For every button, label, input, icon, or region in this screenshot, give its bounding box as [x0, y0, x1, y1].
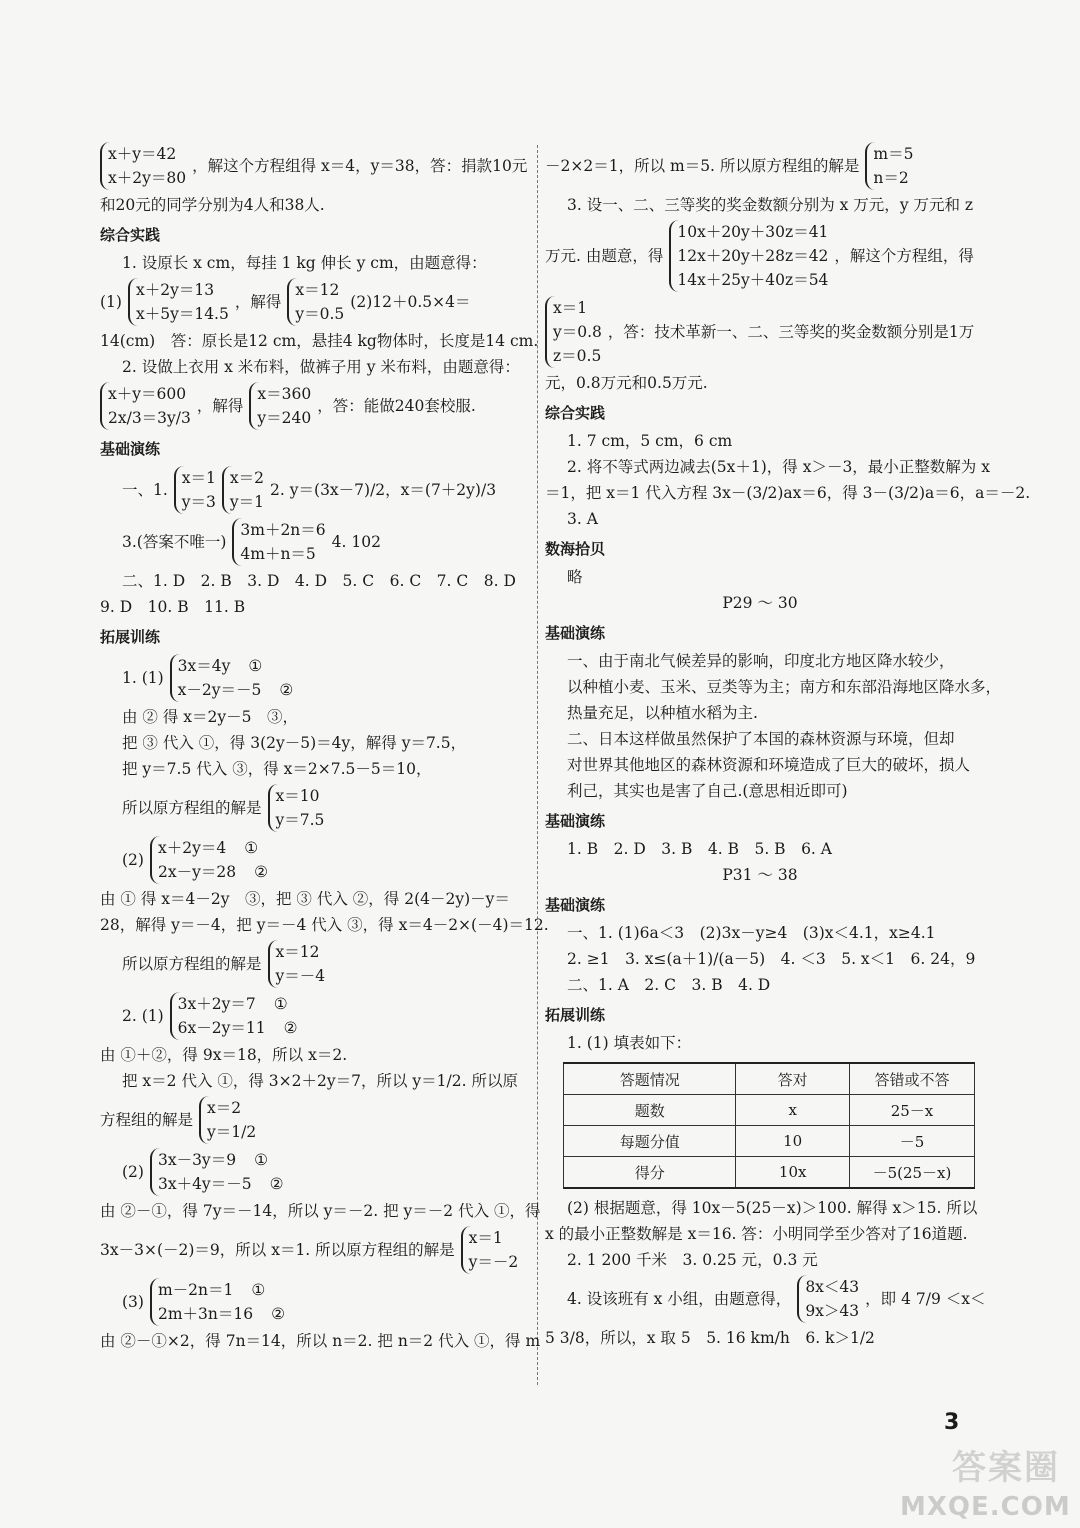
text-line: 由 ① 得 x＝4－2y ③，把 ③ 代入 ②，得 2(4－2y)－y＝	[100, 890, 510, 908]
equation-system: m－2n＝1 ① 2m＋3n＝16 ②	[150, 1278, 285, 1326]
solution-system: x＝1 y＝3	[174, 466, 216, 514]
equation-line: x＋y＝42 x＋2y＝80 ，解这个方程组得 x＝4，y＝38，答：捐款10元	[100, 140, 530, 192]
equation-system: 3m＋2n＝6 4m＋n＝5	[232, 518, 325, 566]
table-cell: 每题分值	[564, 1126, 736, 1157]
text-line: 由 ② 得 x＝2y－5 ③，	[122, 708, 299, 726]
solution-system: m＝5 n＝2	[865, 142, 913, 190]
equation-line: 4. 设该班有 x 小组，由题意得， 8x＜43 9x＞43 ，即 4 7/9 ＜x＜	[545, 1273, 975, 1325]
table-cell: x	[736, 1095, 850, 1126]
text-line: 利己，其实也是害了自己.(意思相近即可)	[567, 782, 848, 800]
text-line: 把 ③ 代入 ①，得 3(2y－5)＝4y，解得 y＝7.5，	[122, 734, 467, 752]
text-line: 由 ②－①，得 7y＝－14，所以 y＝－2. 把 y＝－2 代入 ①，得	[100, 1202, 541, 1220]
section-heading: 拓展训练	[545, 1006, 606, 1024]
right-column	[545, 140, 1031, 1351]
equation-line: －2×2＝1，所以 m＝5. 所以原方程组的解是 m＝5 n＝2	[545, 140, 975, 192]
equation-system: 10x＋20y＋30z＝41 12x＋20y＋28z＝42 14x＋25y＋40z＝54	[669, 220, 828, 292]
answer-line: 二、1. D 2. B 3. D 4. D 5. C 6. C 7. C 8. D	[122, 572, 516, 590]
text-line: 3. 设一、二、三等奖的奖金数额分别为 x 万元，y 万元和 z	[567, 196, 974, 214]
equation-line: 所以原方程组的解是 x＝12 y＝－4	[100, 938, 530, 990]
text-line: 一、由于南北气候差异的影响，印度北方地区降水较少，	[567, 652, 955, 670]
text-line: 1. (1) 填表如下：	[567, 1034, 692, 1052]
table-header-cell: 答错或不答	[849, 1063, 974, 1095]
text-line: 2. 1 200 千米 3. 0.25 元，0.3 元	[567, 1251, 818, 1269]
equation-line: 3x－3×(－2)＝9，所以 x＝1. 所以原方程组的解是 x＝1 y＝－2	[100, 1224, 530, 1276]
inequality-system: 8x＜43 9x＞43	[797, 1275, 859, 1323]
equation-line: (2) x＋2y＝4 ① 2x－y＝28 ②	[100, 834, 530, 886]
answer-line: 1. B 2. D 3. B 4. B 5. B 6. A	[567, 840, 832, 858]
page-number: 3	[944, 1410, 960, 1435]
left-column	[100, 140, 549, 1354]
equation-line: (2) 3x－3y＝9 ① 3x＋4y＝－5 ②	[100, 1146, 530, 1198]
text-line: 由 ①＋②，得 9x＝18，所以 x＝2.	[100, 1046, 348, 1064]
table-cell: 得分	[564, 1157, 736, 1189]
equation-line: (1) x＋2y＝13 x＋5y＝14.5 ，解得 x＝12 y＝0.5 (2)12＋0.5×4＝	[100, 276, 530, 328]
equation-line: 万元. 由题意，得 10x＋20y＋30z＝41 12x＋20y＋28z＝42 14x＋25y＋40z＝54 ，解这个方程组，得	[545, 218, 975, 294]
section-heading: 基础演练	[545, 812, 606, 830]
solution-system: x＝2 y＝1/2	[199, 1096, 256, 1144]
equation-line: x＝1 y＝0.8 z＝0.5 ，答：技术革新一、二、三等奖的奖金数额分别是1万	[545, 294, 975, 370]
section-heading: 数海拾贝	[545, 540, 606, 558]
table-cell: 10x	[736, 1157, 850, 1189]
equation-system: 3x－3y＝9 ① 3x＋4y＝－5 ②	[150, 1148, 284, 1196]
text-line: 28，解得 y＝－4，把 y＝－4 代入 ③，得 x＝4－2×(－4)＝12.	[100, 916, 549, 934]
equation-system: x＋y＝600 2x/3＝3y/3	[100, 382, 191, 430]
section-heading: 基础演练	[545, 624, 606, 642]
text-line: 把 y＝7.5 代入 ③，得 x＝2×7.5－5＝10，	[122, 760, 432, 778]
equation-system: x＋y＝42 x＋2y＝80	[100, 142, 186, 190]
table-header-row	[564, 1063, 975, 1095]
text-line: 14(cm) 答：原长是12 cm，悬挂4 kg物体时，长度是14 cm.	[100, 332, 539, 350]
text-line: 二、日本这样做虽然保护了本国的森林资源与环境，但却	[567, 730, 955, 748]
text-line: 略	[567, 568, 583, 586]
answer-line: 二、1. A 2. C 3. B 4. D	[567, 976, 771, 994]
column-divider	[537, 145, 538, 1385]
watermark: MXQE.COM	[900, 1492, 1071, 1522]
section-heading: 综合实践	[545, 404, 606, 422]
solution-system: x＝2 y＝1	[222, 466, 264, 514]
equation-line: 方程组的解是 x＝2 y＝1/2	[100, 1094, 530, 1146]
score-table	[563, 1062, 975, 1189]
equation-system: 3x＋2y＝7 ① 6x－2y＝11 ②	[170, 992, 298, 1040]
section-heading: 综合实践	[100, 226, 161, 244]
table-row	[564, 1157, 975, 1189]
text-line: 和20元的同学分别为4人和38人.	[100, 196, 325, 214]
table-cell: －5(25－x)	[849, 1157, 974, 1189]
solution-system: x＝360 y＝240	[249, 382, 311, 430]
page-range-label: P29 ～ 30	[722, 594, 798, 612]
text-line: 元，0.8万元和0.5万元.	[545, 374, 708, 392]
stamp-logo: 答案圈	[952, 1448, 1060, 1488]
text-line: ＝1，把 x＝1 代入方程 3x－(3/2)ax＝6，得 3－(3/2)a＝6，a＝－2.	[545, 484, 1031, 502]
table-header-cell: 答对	[736, 1063, 850, 1095]
table-header-cell: 答题情况	[564, 1063, 736, 1095]
table-row	[564, 1126, 975, 1157]
text-line: 1. 设原长 x cm，每挂 1 kg 伸长 y cm，由题意得：	[122, 254, 487, 272]
text-line: 把 x＝2 代入 ①，得 3×2＋2y＝7，所以 y＝1/2. 所以原	[122, 1072, 518, 1090]
answer-line: 9. D 10. B 11. B	[100, 598, 246, 616]
section-heading: 基础演练	[100, 440, 161, 458]
section-heading: 基础演练	[545, 896, 606, 914]
text-line: (2) 根据题意，得 10x－5(25－x)＞100. 解得 x＞15. 所以	[567, 1199, 978, 1217]
solution-system: x＝1 y＝－2	[461, 1226, 519, 1274]
table-row	[564, 1095, 975, 1126]
page-range-label: P31 ～ 38	[722, 866, 798, 884]
equation-line: (3) m－2n＝1 ① 2m＋3n＝16 ②	[100, 1276, 530, 1328]
equation-line: 一、1. x＝1 y＝3 x＝2 y＝1 2. y＝(3x－7)/2，x＝(7＋2y)/3	[100, 464, 530, 516]
table-cell: 题数	[564, 1095, 736, 1126]
equation-system: x＋2y＝13 x＋5y＝14.5	[128, 278, 229, 326]
table-cell: 10	[736, 1126, 850, 1157]
solution-system: x＝12 y＝0.5	[287, 278, 344, 326]
text-line: 由 ②－①×2，得 7n＝14，所以 n＝2. 把 n＝2 代入 ①，得 m	[100, 1332, 541, 1350]
solution-system: x＝1 y＝0.8 z＝0.5	[545, 296, 602, 368]
solution-system: x＝12 y＝－4	[268, 940, 326, 988]
equation-line: 所以原方程组的解是 x＝10 y＝7.5	[100, 782, 530, 834]
equation-line: 1. (1) 3x＝4y ① x－2y＝－5 ②	[100, 652, 530, 704]
text-line: 以种植小麦、玉米、豆类等为主；南方和东部沿海地区降水多，	[567, 678, 1002, 696]
answer-line: 一、1. (1)6a＜3 (2)3x－y≥4 (3)x＜4.1，x≥4.1	[567, 924, 936, 942]
table-cell: 25－x	[849, 1095, 974, 1126]
text-line: x 的最小正整数解是 x＝16. 答：小明同学至少答对了16道题.	[545, 1225, 968, 1243]
answer-line: 2. ≥1 3. x≤(a＋1)/(a－5) 4. ＜3 5. x＜1 6. 24，9	[567, 950, 976, 968]
text-line: 2. 设做上衣用 x 米布料，做裤子用 y 米布料，由题意得：	[122, 358, 520, 376]
text-line: 1. 7 cm，5 cm，6 cm	[567, 432, 733, 450]
equation-line: x＋y＝600 2x/3＝3y/3 ，解得 x＝360 y＝240 ，答：能做240套校服.	[100, 380, 530, 432]
equation-line: 3.(答案不唯一) 3m＋2n＝6 4m＋n＝5 4. 102	[100, 516, 530, 568]
solution-system: x＝10 y＝7.5	[268, 784, 325, 832]
text-line: 对世界其他地区的森林资源和环境造成了巨大的破坏，损人	[567, 756, 971, 774]
section-heading: 拓展训练	[100, 628, 161, 646]
equation-system: x＋2y＝4 ① 2x－y＝28 ②	[150, 836, 268, 884]
text-line: 2. 将不等式两边减去(5x＋1)，得 x＞－3，最小正整数解为 x	[567, 458, 990, 476]
equation-system: 3x＝4y ① x－2y＝－5 ②	[170, 654, 294, 702]
text-line: 3. A	[567, 510, 598, 528]
table-cell: －5	[849, 1126, 974, 1157]
equation-line: 2. (1) 3x＋2y＝7 ① 6x－2y＝11 ②	[100, 990, 530, 1042]
text-line: 热量充足，以种植水稻为主.	[567, 704, 758, 722]
text-line: 5 3/8，所以，x 取 5 5. 16 km/h 6. k＞1/2	[545, 1329, 875, 1347]
